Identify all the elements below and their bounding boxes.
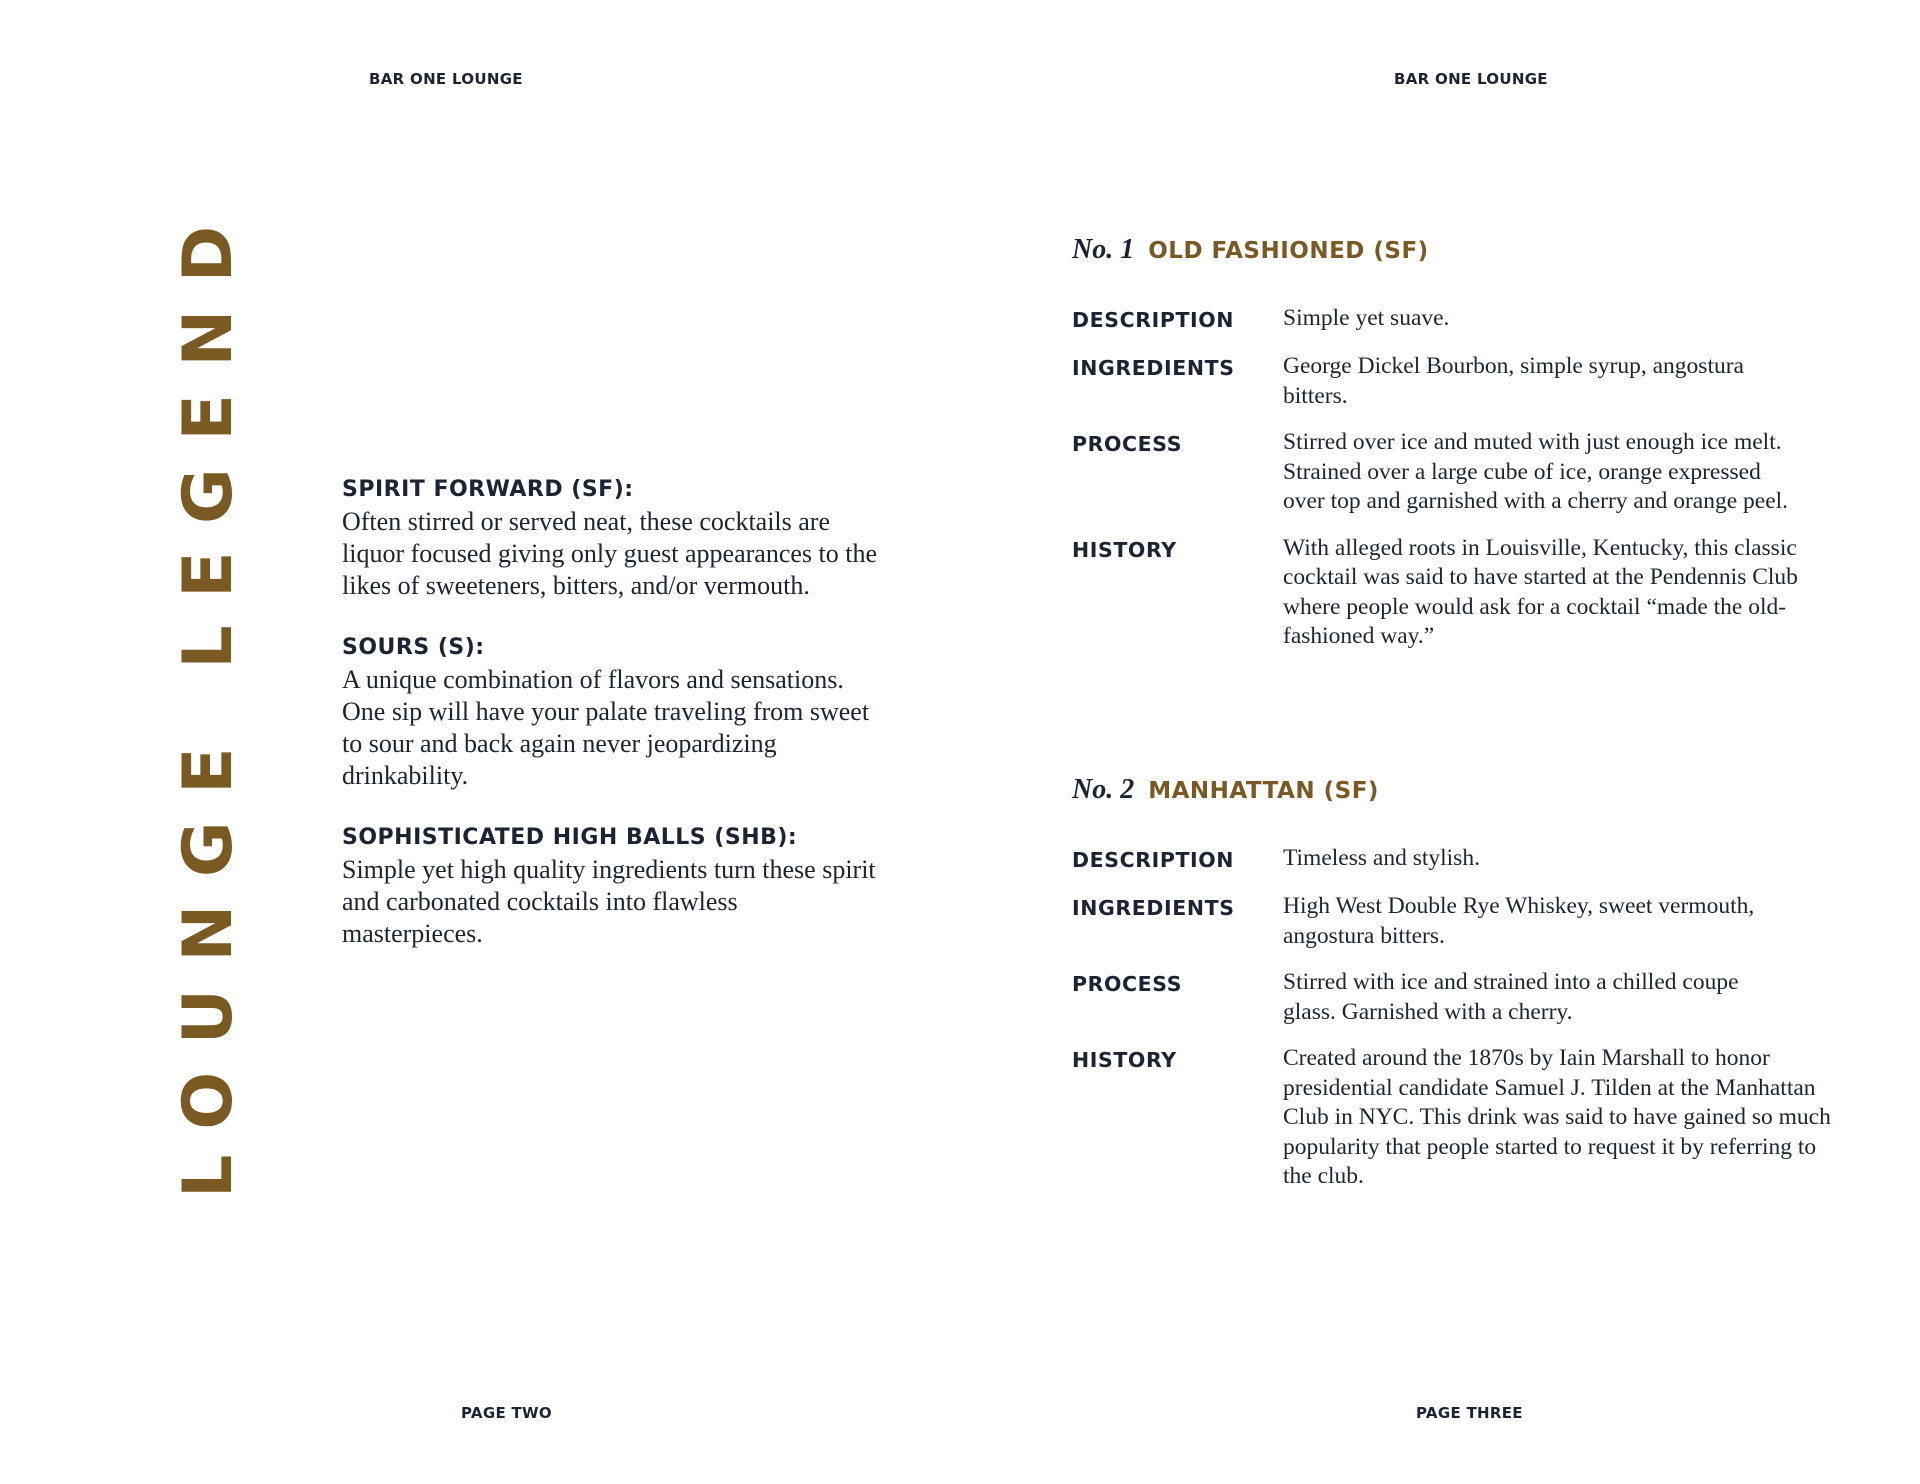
row-text: Simple yet suave. xyxy=(1283,305,1450,331)
row-text: Stirred over ice and muted with just enough ice melt. Strained over a large cube of ice, orange expressed over top and garnished with a cherry and orange peel. xyxy=(1283,429,1789,514)
legend-description: A unique combination of flavors and sensations. One sip will have your palate traveling from sweet to sour and back again never jeopardizing drinkability. xyxy=(342,665,870,790)
row-label: INGREDIENTS xyxy=(1072,356,1235,380)
page-title: LOUNGE LEGEND xyxy=(169,198,248,1198)
legend-description: Simple yet high quality ingredients turn these spirit and carbonated cocktails into flawless masterpieces. xyxy=(342,855,876,948)
row-label: INGREDIENTS xyxy=(1072,896,1235,920)
legend-item xyxy=(342,474,882,602)
legend xyxy=(342,474,882,980)
row-label: PROCESS xyxy=(1072,432,1183,456)
drink-row-process xyxy=(1072,428,1852,517)
legend-item xyxy=(342,822,882,950)
row-label: PROCESS xyxy=(1072,972,1183,996)
legend-item xyxy=(342,632,882,792)
drink-row-process xyxy=(1072,968,1852,1027)
running-header-right: BAR ONE LOUNGE xyxy=(1394,70,1548,88)
drink-row-history xyxy=(1072,1044,1852,1192)
drink-row-description xyxy=(1072,844,1852,875)
page-number-right: PAGE THREE xyxy=(1416,1404,1523,1422)
drink-row-ingredients xyxy=(1072,892,1852,951)
page-number-left: PAGE TWO xyxy=(461,1404,552,1422)
row-text: Created around the 1870s by Iain Marshall to honor presidential candidate Samuel J. Tilden at the Manhattan Club in NYC. This drink was said to have gained so much popularity that people started to request it by referring to the club. xyxy=(1283,1045,1831,1189)
row-label: HISTORY xyxy=(1072,537,1177,562)
drink-name: OLD FASHIONED (SF) xyxy=(1148,238,1429,264)
drink-entry xyxy=(1072,774,1852,1209)
legend-description: Often stirred or served neat, these cocktails are liquor focused giving only guest appearances to the likes of sweeteners, bitters, and/or vermouth. xyxy=(342,507,878,600)
row-text: Stirred with ice and strained into a chilled coupe glass. Garnished with a cherry. xyxy=(1283,969,1739,1025)
drink-heading xyxy=(1072,234,1852,274)
drink-row-description xyxy=(1072,304,1852,335)
drink-entry xyxy=(1072,234,1852,669)
row-label: DESCRIPTION xyxy=(1072,848,1235,872)
legend-term: SOURS (S): xyxy=(342,635,485,660)
legend-term: SOPHISTICATED HIGH BALLS (SHB): xyxy=(342,825,798,850)
drink-row-ingredients xyxy=(1072,352,1852,411)
drink-heading xyxy=(1072,774,1852,814)
legend-term: SPIRIT FORWARD (SF): xyxy=(342,477,634,502)
row-text: With alleged roots in Louisville, Kentucky, this classic cocktail was said to have started at the Pendennis Club where people would ask for a cocktail “made the old-fashioned way.” xyxy=(1283,534,1798,649)
drink-row-history xyxy=(1072,534,1852,652)
row-text: George Dickel Bourbon, simple syrup, angostura bitters. xyxy=(1283,353,1744,409)
row-label: DESCRIPTION xyxy=(1072,308,1235,332)
running-header-left: BAR ONE LOUNGE xyxy=(369,70,523,88)
row-text: High West Double Rye Whiskey, sweet vermouth, angostura bitters. xyxy=(1283,893,1755,949)
drink-number: No. 2 xyxy=(1072,774,1135,805)
row-label: HISTORY xyxy=(1072,1048,1177,1072)
drink-name: MANHATTAN (SF) xyxy=(1148,778,1379,804)
drink-number: No. 1 xyxy=(1072,234,1135,265)
row-text: Timeless and stylish. xyxy=(1283,845,1480,871)
